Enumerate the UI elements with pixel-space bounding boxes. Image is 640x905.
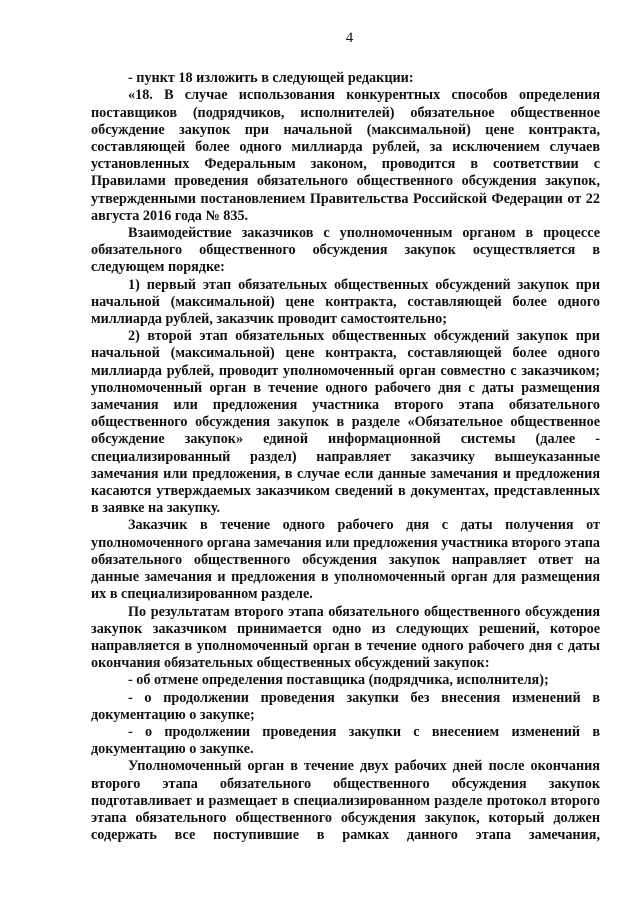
- list-item-cancel: - об отмене определения поставщика (подрядчика, исполнителя);: [128, 672, 549, 689]
- list-item-continue-without-changes: - о продолжении проведения закупки без внесения изменений в документацию о закупке;: [91, 689, 600, 723]
- paragraph-intro: - пункт 18 изложить в следующей редакции:: [128, 70, 414, 87]
- paragraph-stage-1: 1) первый этап обязательных общественных обсуждений закупок при начальной (максимальной) цене контракта, составляющей более одного миллиарда рублей, заказчик проводит самостоятельно;: [91, 276, 600, 328]
- paragraph-decisions: По результатам второго этапа обязательного общественного обсуждения закупок заказчиком принимается одно из следующих решений, которое направляется в уполномоченный орган в течение одного рабочего дня с даты окончания обязательных общественных обсуждений закупок:: [91, 603, 600, 672]
- paragraph-interaction-order: Взаимодействие заказчиков с уполномоченным органом в процессе обязательного общественного обсуждения закупок осуществляется в следующем порядке:: [91, 225, 600, 276]
- paragraph-customer-response: Заказчик в течение одного рабочего дня с даты получения от уполномоченного органа замечания или предложения участника второго этапа обязательного общественного обсуждения закупок направляет ответ на данные замечания и предложения в уполномоченный орган для размещения их в специализированном разделе.: [91, 517, 600, 603]
- list-item-continue-with-changes: - о продолжении проведения закупки с внесением изменений в документацию о закупке.: [91, 723, 600, 758]
- page-number: 4: [345, 30, 354, 46]
- paragraph-stage-2: 2) второй этап обязательных общественных обсуждений закупок при начальной (максимальной) цене контракта, составляющей более одного миллиарда рублей, проводит уполномоченный орган совместно с заказчиком; уполномоченный орган в течение одного рабочего дня с даты размещения замечания или предложения участника второго этапа обязательного общественного обсуждения закупок в разделе «Обязательное общественное обсуждение закупок» единой информационной системы (далее - специализированный раздел) направляет заказчику вышеуказанные замечания или предложения, в случае если данные замечания и предложения касаются утверждаемых заказчиком сведений в документах, представленных в заявке на закупку.: [91, 328, 600, 517]
- paragraph-protocol: Уполномоченный орган в течение двух рабочих дней после окончания второго этапа обязательного общественного обсуждения закупок подготавливает и размещает в специализированном разделе протокол второго этапа обязательного общественного обсуждения закупок, который должен содержать все поступившие в рамках данного этапа замечания,: [91, 758, 600, 844]
- document-body: [91, 70, 600, 844]
- paragraph-clause-18: «18. В случае использования конкурентных способов определения поставщиков (подрядчиков, исполнителей) обязательное общественное обсуждение закупок при начальной (максимальной) цене контракта, составляющей более одного миллиарда рублей, за исключением случаев установленных Федеральным законом, проводится в соответствии с Правилами проведения обязательного общественного обсуждения закупок, утвержденными постановлением Правительства Российской Федерации от 22 августа 2016 года № 835.: [91, 87, 600, 224]
